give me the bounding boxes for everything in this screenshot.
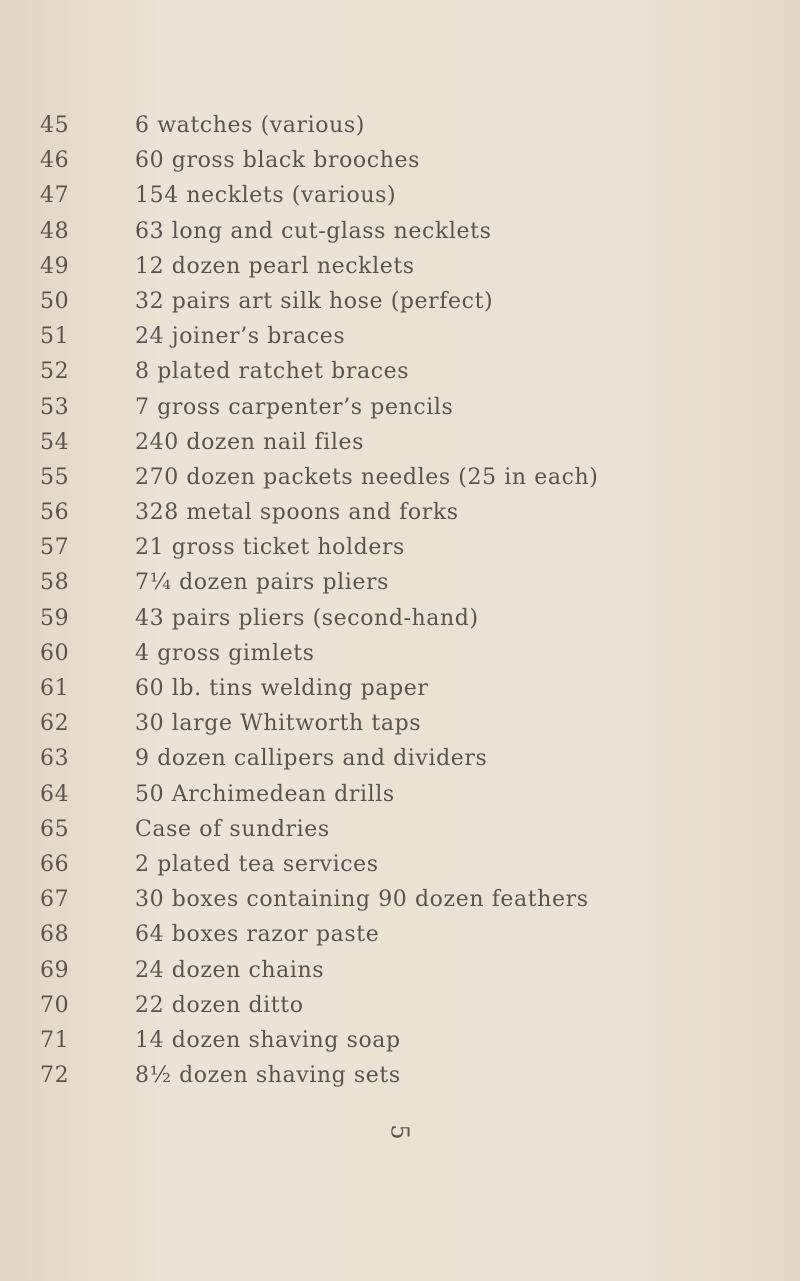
item-text: 30 boxes containing 90 dozen feathers [135,887,589,913]
page-number: 5 [385,1124,414,1140]
item-number: 65 [40,816,70,842]
list-item [40,214,599,249]
item-number: 67 [40,887,70,913]
list-item [40,530,599,565]
item-text: 9 dozen callipers and dividers [135,746,488,772]
item-number: 56 [40,500,70,526]
item-text: 24 joiner’s braces [135,324,346,350]
list-item [40,390,599,425]
item-text: 60 lb. tins welding paper [135,676,429,701]
item-text: 240 dozen nail files [135,429,364,455]
item-number: 53 [40,394,70,420]
list-item [40,741,599,776]
item-text: 14 dozen shaving soap [135,1027,401,1053]
item-number: 46 [40,148,70,174]
item-number: 60 [40,640,70,666]
list-item [40,460,599,495]
list-item [40,284,599,319]
item-number: 51 [40,324,70,350]
item-number: 59 [40,605,70,631]
item-number: 55 [40,464,70,490]
list-item [40,319,599,354]
item-number: 71 [40,1027,70,1053]
item-text: 63 long and cut-glass necklets [135,218,492,244]
item-number: 61 [40,676,70,701]
item-number: 48 [40,218,70,244]
item-text: 24 dozen chains [135,957,325,983]
list-item [40,953,599,988]
item-text: 7¼ dozen pairs pliers [135,570,390,596]
item-text: 6 watches (various) [135,113,365,138]
list-item [40,777,599,812]
item-number: 64 [40,781,70,807]
list-item [40,917,599,952]
list-item [40,706,599,741]
item-text: 270 dozen packets needles (25 in each) [135,464,599,490]
item-number: 49 [40,253,70,279]
item-number: 70 [40,992,70,1018]
list-item [40,495,599,530]
list-item [40,108,599,143]
list-item [40,425,599,460]
item-number: 52 [40,359,70,385]
item-number: 69 [40,957,70,983]
list-item [40,1058,599,1093]
item-text: Case of sundries [135,816,330,842]
item-text: 30 large Whitworth taps [135,711,422,737]
item-text: 2 plated tea services [135,851,379,877]
item-text: 154 necklets (various) [135,183,397,209]
item-text: 32 pairs art silk hose (perfect) [135,288,494,314]
list-item [40,565,599,600]
item-number: 45 [40,113,70,138]
item-text: 50 Archimedean drills [135,781,395,807]
item-number: 58 [40,570,70,596]
item-text: 64 boxes razor paste [135,922,380,948]
list-item [40,636,599,671]
list-item [40,354,599,389]
item-text: 4 gross gimlets [135,640,315,666]
item-number: 57 [40,535,70,561]
list-item [40,847,599,882]
item-number: 62 [40,711,70,737]
item-number: 50 [40,288,70,314]
list-item [40,1023,599,1058]
list-item [40,671,599,706]
item-text: 60 gross black brooches [135,148,420,174]
list-item [40,882,599,917]
item-text: 43 pairs pliers (second-hand) [135,605,479,631]
item-text: 7 gross carpenter’s pencils [135,394,454,420]
item-text: 22 dozen ditto [135,992,304,1018]
list-item [40,601,599,636]
item-text: 8 plated ratchet braces [135,359,410,385]
item-number: 68 [40,922,70,948]
list-item [40,178,599,213]
item-text: 8½ dozen shaving sets [135,1063,401,1089]
item-text: 12 dozen pearl necklets [135,253,415,279]
item-text: 328 metal spoons and forks [135,500,459,526]
list-item [40,249,599,284]
item-number: 54 [40,429,70,455]
list-item [40,988,599,1023]
item-number: 47 [40,183,70,209]
item-number: 72 [40,1063,70,1089]
item-number: 63 [40,746,70,772]
item-number: 66 [40,851,70,877]
list-item [40,812,599,847]
item-text: 21 gross ticket holders [135,535,405,561]
list-item [40,143,599,178]
item-list [40,108,599,1093]
